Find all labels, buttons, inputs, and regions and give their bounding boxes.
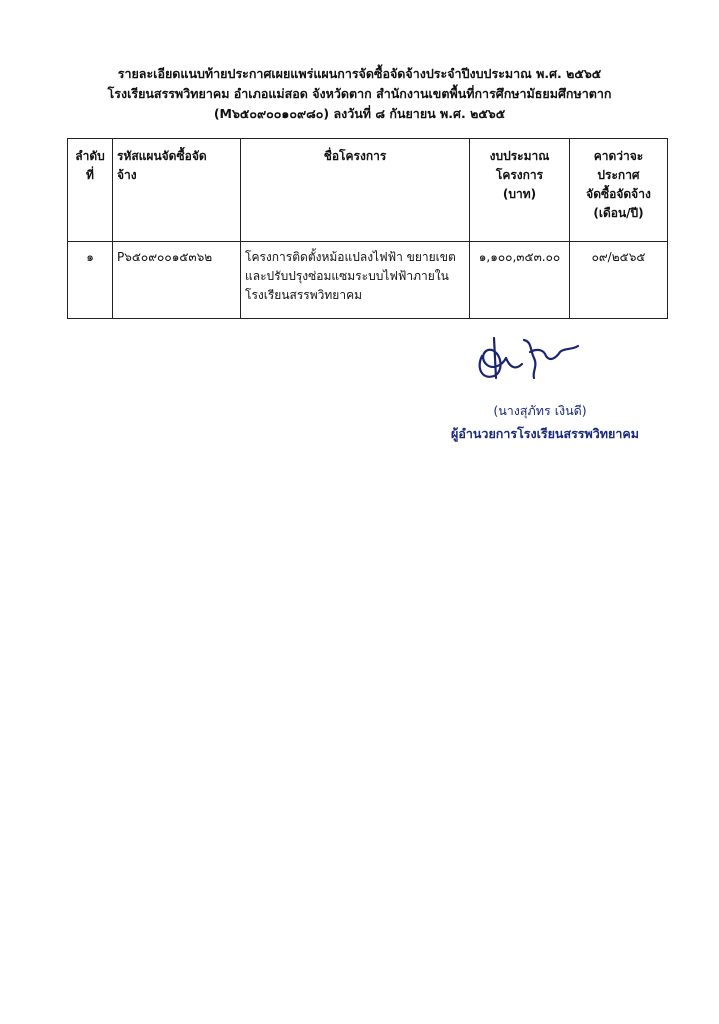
header-line-1: รายละเอียดแนบท้ายประกาศเผยแพร่แผนการจัดซื้อจัดจ้างประจำปีงบประมาณ พ.ศ. ๒๕๖๕	[117, 66, 602, 81]
project-name-line: โรงเรียนสรรพวิทยาคม	[245, 288, 363, 302]
procurement-plan-table	[67, 138, 668, 319]
cell-no: ๑	[68, 242, 113, 319]
table-header-row	[68, 139, 668, 242]
header-no	[68, 139, 113, 242]
header-date-line: คาดว่าจะ	[593, 149, 644, 163]
header-line-3: (M๖๕๐๙๐๐๑๐๙๘๐) ลงวันที่ ๘ กันยายน พ.ศ. ๒๕๖๕	[213, 106, 506, 121]
signatory-name: (นางสุภัทร เงินดี)	[493, 403, 587, 418]
header-no-line: ที่	[86, 168, 94, 182]
header-date-line: ประกาศ	[597, 168, 640, 182]
cell-project-name	[241, 242, 470, 319]
header-plan-code	[113, 139, 241, 242]
cell-plan-code: P๖๕๐๙๐๐๑๕๓๖๒	[113, 242, 241, 319]
project-name-line: และปรับปรุงซ่อมแซมระบบไฟฟ้าภายใน	[245, 269, 449, 283]
header-budget-line: งบประมาณ	[489, 149, 550, 163]
header-line-2: โรงเรียนสรรพวิทยาคม อำเภอแม่สอด จังหวัดตาก สำนักงานเขตพื้นที่การศึกษามัธยมศึกษาตาก	[107, 86, 612, 101]
signatory-title: ผู้อำนวยการโรงเรียนสรรพวิทยาคม	[451, 426, 639, 441]
header-code-line: จ้าง	[117, 168, 137, 182]
header-no-line: ลำดับ	[75, 149, 105, 163]
header-project-name	[241, 139, 470, 242]
header-expected-date	[570, 139, 668, 242]
table-row	[68, 242, 668, 319]
header-date-line: จัดซื้อจัดจ้าง	[586, 187, 651, 201]
header-budget-line: โครงการ	[495, 168, 544, 182]
header-code-line: รหัสแผนจัดซื้อจัด	[117, 149, 207, 163]
handwritten-signature	[472, 328, 582, 388]
cell-budget: ๑,๑๐๐,๓๕๓.๐๐	[470, 242, 570, 319]
header-date-line: (เดือน/ปี)	[593, 206, 644, 220]
header-budget-line: (บาท)	[502, 187, 537, 201]
cell-expected-date: ๐๙/๒๕๖๕	[570, 242, 668, 319]
project-name-line: โครงการติดตั้งหม้อแปลงไฟฟ้า ขยายเขต	[245, 250, 456, 264]
document-header	[0, 64, 719, 124]
header-budget	[470, 139, 570, 242]
header-name-line: ชื่อโครงการ	[323, 149, 387, 163]
